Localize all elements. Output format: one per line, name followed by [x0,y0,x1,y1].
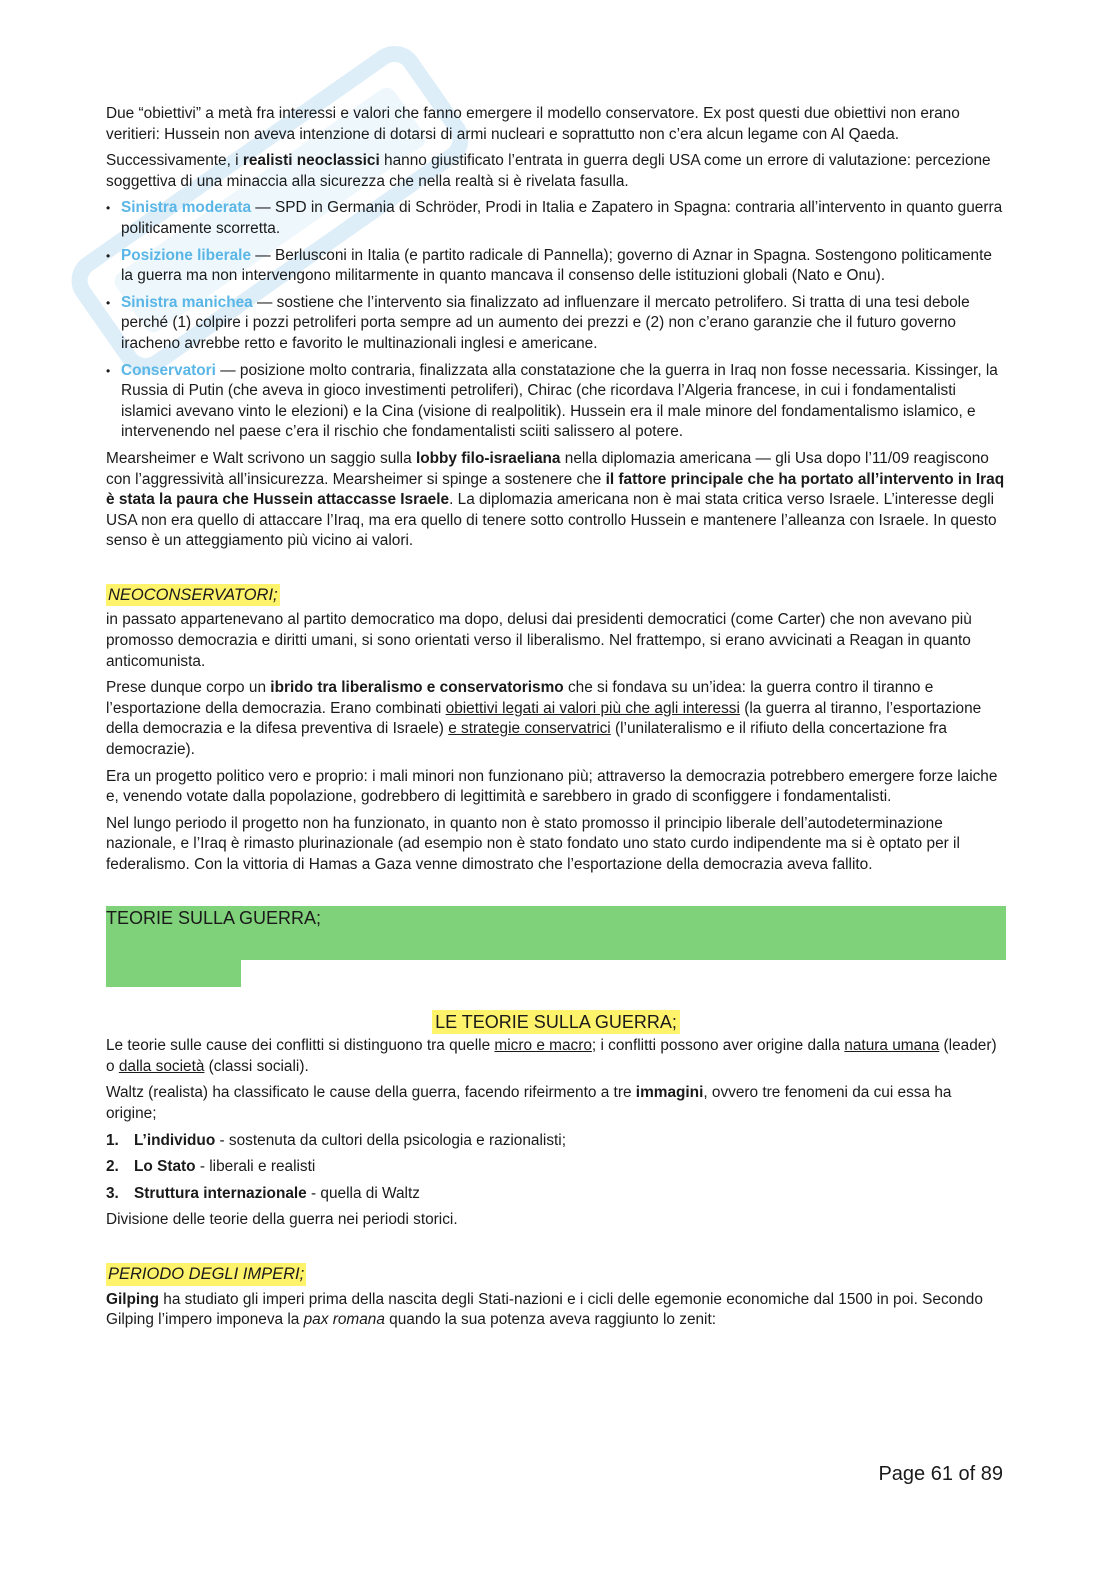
neocon-heading: NEOCONSERVATORI; [106,584,280,607]
intro-paragraph-1: Due “obiettivi” a metà fra interessi e valori che fanno emergere il modello conservatore. Ex post questi due obiettivi non erano veritieri: Hussein non aveva intenzione di dotarsi di armi nucleari e soprattutto non c’era alcun legame con Al Qaeda. [106,105,960,143]
intro-paragraph-2: Successivamente, i realisti neoclassici hanno giustificato l’entrata in guerra degli USA come un errore di valutazione: percezione soggettiva di una minaccia alla sicurezza che nella realtà si è rivelata fasulla. [106,152,991,190]
list-item: • Sinistra moderata — SPD in Germania di Schröder, Prodi in Italia e Zapatero in Spagna: contraria all’intervento in quanto guerra politicamente scorretta. [106,198,1006,239]
section-heading: TEORIE SULLA GUERRA; [106,906,1006,933]
neocon-paragraph-1: in passato appartenevano al partito democratico ma dopo, delusi dai presidenti democratici (come Carter) che non avevano più promosso democrazia e diritti umani, si sono orientati verso il liberalismo. Nel frattempo, si erano avvicinati a Reagan in quanto anticomunista. [106,611,972,670]
page-content [106,104,1006,1337]
teorie-paragraph-2: Waltz (realista) ha classificato le cause della guerra, facendo rifeirmento a tre immagini, ovvero tre fenomeni da cui essa ha origine; [106,1084,952,1122]
heading-highlight [106,933,1006,960]
centered-heading: LE TEORIE SULLA GUERRA; [106,1012,1006,1035]
neocon-paragraph-4: Nel lungo periodo il progetto non ha funzionato, in quanto non è stato promosso il principio liberale dell’autodeterminazione nazionale, e l’Iraq è rimasto plurinazionale (ad esempio non è stato fondato uno stato curdo indipendente ma si è optato per il federalismo. Con la vittoria di Hamas a Gaza venne dimostrato che l’esportazione della democrazia aveva fallito. [106,814,960,873]
teorie-paragraph-1: Le teorie sulle cause dei conflitti si distinguono tra quelle micro e macro; i conflitti possono aver origine dalla natura umana (leader) o dalla società (classi sociali). [106,1037,997,1075]
section-heading-block [106,906,1006,988]
imperi-heading: PERIODO DEGLI IMPERI; [106,1263,306,1286]
list-item: • Sinistra manichea — sostiene che l’intervento sia finalizzato ad influenzare il mercato petrolifero. Si tratta di una tesi debole perché (1) colpire i pozzi petroliferi porta sempre ad un aumento dei prezzi e (2) non c’erano garanzie che il futuro governo iracheno avrebbe retto e favorito le multinazionali inglesi e americane. [106,293,1006,355]
list-item: 3. Struttura internazionale - quella di Waltz [106,1184,420,1202]
list-item: 2. Lo Stato - liberali e realisti [106,1158,316,1176]
page-number: Page 61 of 89 [878,1463,1003,1485]
heading-highlight [106,960,241,987]
list-item: • Posizione liberale — Berlusconi in Italia (e partito radicale di Pannella); governo di Aznar in Spagna. Sostengono politicamente la guerra ma non intervengono militarmente in quanto mancava il consenso delle istituzioni globali (Nato e Onu). [106,246,1006,287]
mearsheimer-paragraph: Mearsheimer e Walt scrivono un saggio sulla lobby filo-israeliana nella diplomazia americana — gli Usa dopo l’11/09 reagiscono con l’aggressività all’insicurezza. Mearsheimer si spinge a sostenere che il fattore principale che ha portato all’intervento in Iraq è stata la paura che Hussein attaccasse Israele. La diplomazia americana non è mai stata critica verso Israele. L’interesse degli USA non era quello di attaccare l’Iraq, ma era quello di tenere sotto controllo Hussein e mantenere l’alleanza con Israele. In questo senso è un atteggiamento più vicino ai valori. [106,449,1005,550]
list-item: • Conservatori — posizione molto contraria, finalizzata alla constatazione che la guerra in Iraq non fosse necessaria. Kissinger, la Russia di Putin (che aveva in gioco investimenti petroliferi), Chirac (che ricordava l’Algeria francese, in cui i fondamentalisti islamici avevano vinto le elezioni) e la Cina (visione di realpolitik). Hussein era il male minore del fondamentalismo islamico, e intervenendo nel paese c’era il rischio che fondamentalisti sciiti salissero al potere. [106,361,1006,443]
positions-list [106,198,1006,443]
list-item: 1. L’individuo - sostenuta da cultori della psicologia e razionalisti; [106,1131,566,1149]
teorie-paragraph-3: Divisione delle teorie della guerra nei periodi storici. [106,1211,458,1229]
neocon-paragraph-3: Era un progetto politico vero e proprio: i mali minori non funzionano più; attraverso la democrazia potrebbero emergere forze laiche e, venendo votate dalla popolazione, godrebbero di legittimità e sarebbero in grado di sconfiggere i fondamentalisti. [106,767,998,806]
images-list [106,1131,1006,1205]
neocon-paragraph-2: Prese dunque corpo un ibrido tra liberalismo e conservatorismo che si fondava su un’idea: la guerra contro il tiranno e l’esportazione della democrazia. Erano combinati obiettivi legati ai valori più che agli interessi (la guerra al tiranno, l’esportazione della democrazia e la difesa preventiva di Israele) e strategie conservatrici (l’unilateralismo e il rifiuto della concertazione fra democrazie). [106,679,982,759]
imperi-paragraph: Gilping ha studiato gli imperi prima della nascita degli Stati-nazioni e i cicli delle egemonie economiche dal 1500 in poi. Secondo Gilping l’impero imponeva la pax romana quando la sua potenza aveva raggiunto lo zenit: [106,1290,983,1329]
